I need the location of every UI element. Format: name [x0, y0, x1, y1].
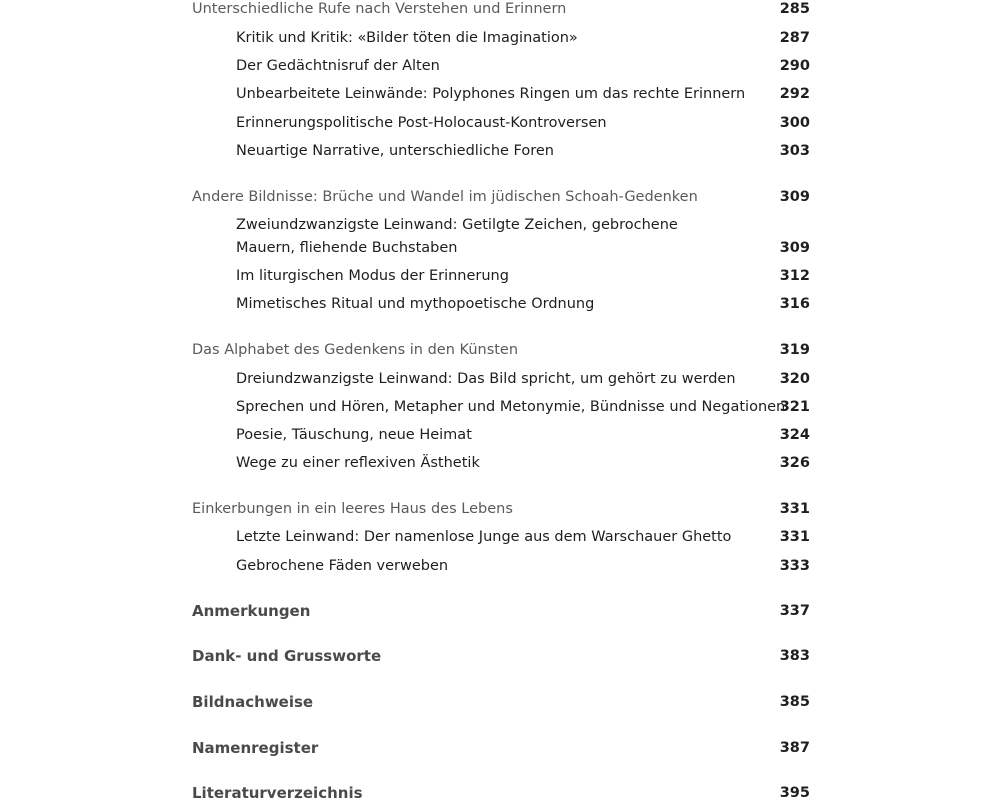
toc-entry-page: 333	[779, 558, 810, 574]
toc-entry-title: Gebrochene Fäden verweben	[236, 558, 449, 574]
toc-entry-title: Im liturgischen Modus der Erinnerung	[236, 268, 509, 284]
toc-entry-page: 383	[779, 648, 810, 664]
toc-entry-title: Namenregister	[192, 739, 319, 757]
toc-entry-page: 285	[779, 1, 810, 17]
toc-entry-title: Der Gedächtnisruf der Alten	[236, 58, 440, 74]
toc-entry-title: Bildnachweise	[192, 693, 314, 711]
toc-entry-title: Wege zu einer reflexiven Ästhetik	[236, 455, 480, 471]
toc-entry-page: 387	[779, 740, 810, 756]
toc-entry-title: Mimetisches Ritual und mythopoetische Ordnung	[236, 296, 595, 312]
toc-entry-page: 324	[779, 427, 810, 443]
toc-entry-page: 303	[779, 143, 810, 159]
toc-entry-page: 309	[779, 189, 810, 205]
toc-entry-title: Poesie, Täuschung, neue Heimat	[236, 427, 472, 443]
toc-entry-page: 319	[779, 342, 810, 358]
toc-entry-title: Zweiundzwanzigste Leinwand: Getilgte Zeichen, gebrochene Mauern, fliehende Buchstaben	[236, 217, 678, 256]
toc-entry-title: Andere Bildnisse: Brüche und Wandel im jüdischen Schoah-Gedenken	[192, 189, 698, 205]
toc-entry-page: 331	[779, 529, 810, 545]
toc-entry-page: 312	[779, 268, 810, 284]
toc-entry-title: Einkerbungen in ein leeres Haus des Lebens	[192, 501, 513, 517]
toc-entry-title: Dank- und Grussworte	[192, 647, 382, 665]
toc-entry-page: 320	[779, 371, 810, 387]
toc-entry-title: Anmerkungen	[192, 602, 311, 620]
toc-entry-page: 385	[779, 694, 810, 710]
toc-entry-title: Literaturverzeichnis	[192, 784, 363, 802]
toc-entry-page: 337	[779, 603, 810, 619]
toc-entry-title: Unbearbeitete Leinwände: Polyphones Ringen um das rechte Erinnern	[236, 86, 746, 102]
toc-entry-page: 316	[779, 296, 810, 312]
toc-entry-page: 331	[779, 501, 810, 517]
toc-entry-page: 287	[779, 30, 810, 46]
toc-entry-title: Neuartige Narrative, unterschiedliche Foren	[236, 143, 554, 159]
toc-entry-page: 326	[779, 455, 810, 471]
toc-entry-title: Sprechen und Hören, Metapher und Metonymie, Bündnisse und Negationen	[236, 399, 786, 415]
toc-entry-page: 290	[779, 58, 810, 74]
toc-entry-page: 300	[779, 115, 810, 131]
toc-entry-title: Kritik und Kritik: «Bilder töten die Imagination»	[236, 30, 578, 46]
toc-entry-title: Erinnerungspolitische Post-Holocaust-Kontroversen	[236, 115, 607, 131]
toc-entry-page: 321	[779, 399, 810, 415]
toc-entry-title: Das Alphabet des Gedenkens in den Künsten	[192, 342, 519, 358]
toc-entry-page: 395	[779, 785, 810, 801]
toc-entry-title: Dreiundzwanzigste Leinwand: Das Bild spricht, um gehört zu werden	[236, 371, 736, 387]
toc-subentry[interactable]	[192, 214, 810, 260]
toc-entry-title: Unterschiedliche Rufe nach Verstehen und Erinnern	[192, 1, 567, 17]
toc-entry-page: 309	[779, 240, 810, 256]
toc-entry-page: 292	[779, 86, 810, 102]
toc-entry-title: Letzte Leinwand: Der namenlose Junge aus dem Warschauer Ghetto	[236, 529, 732, 545]
